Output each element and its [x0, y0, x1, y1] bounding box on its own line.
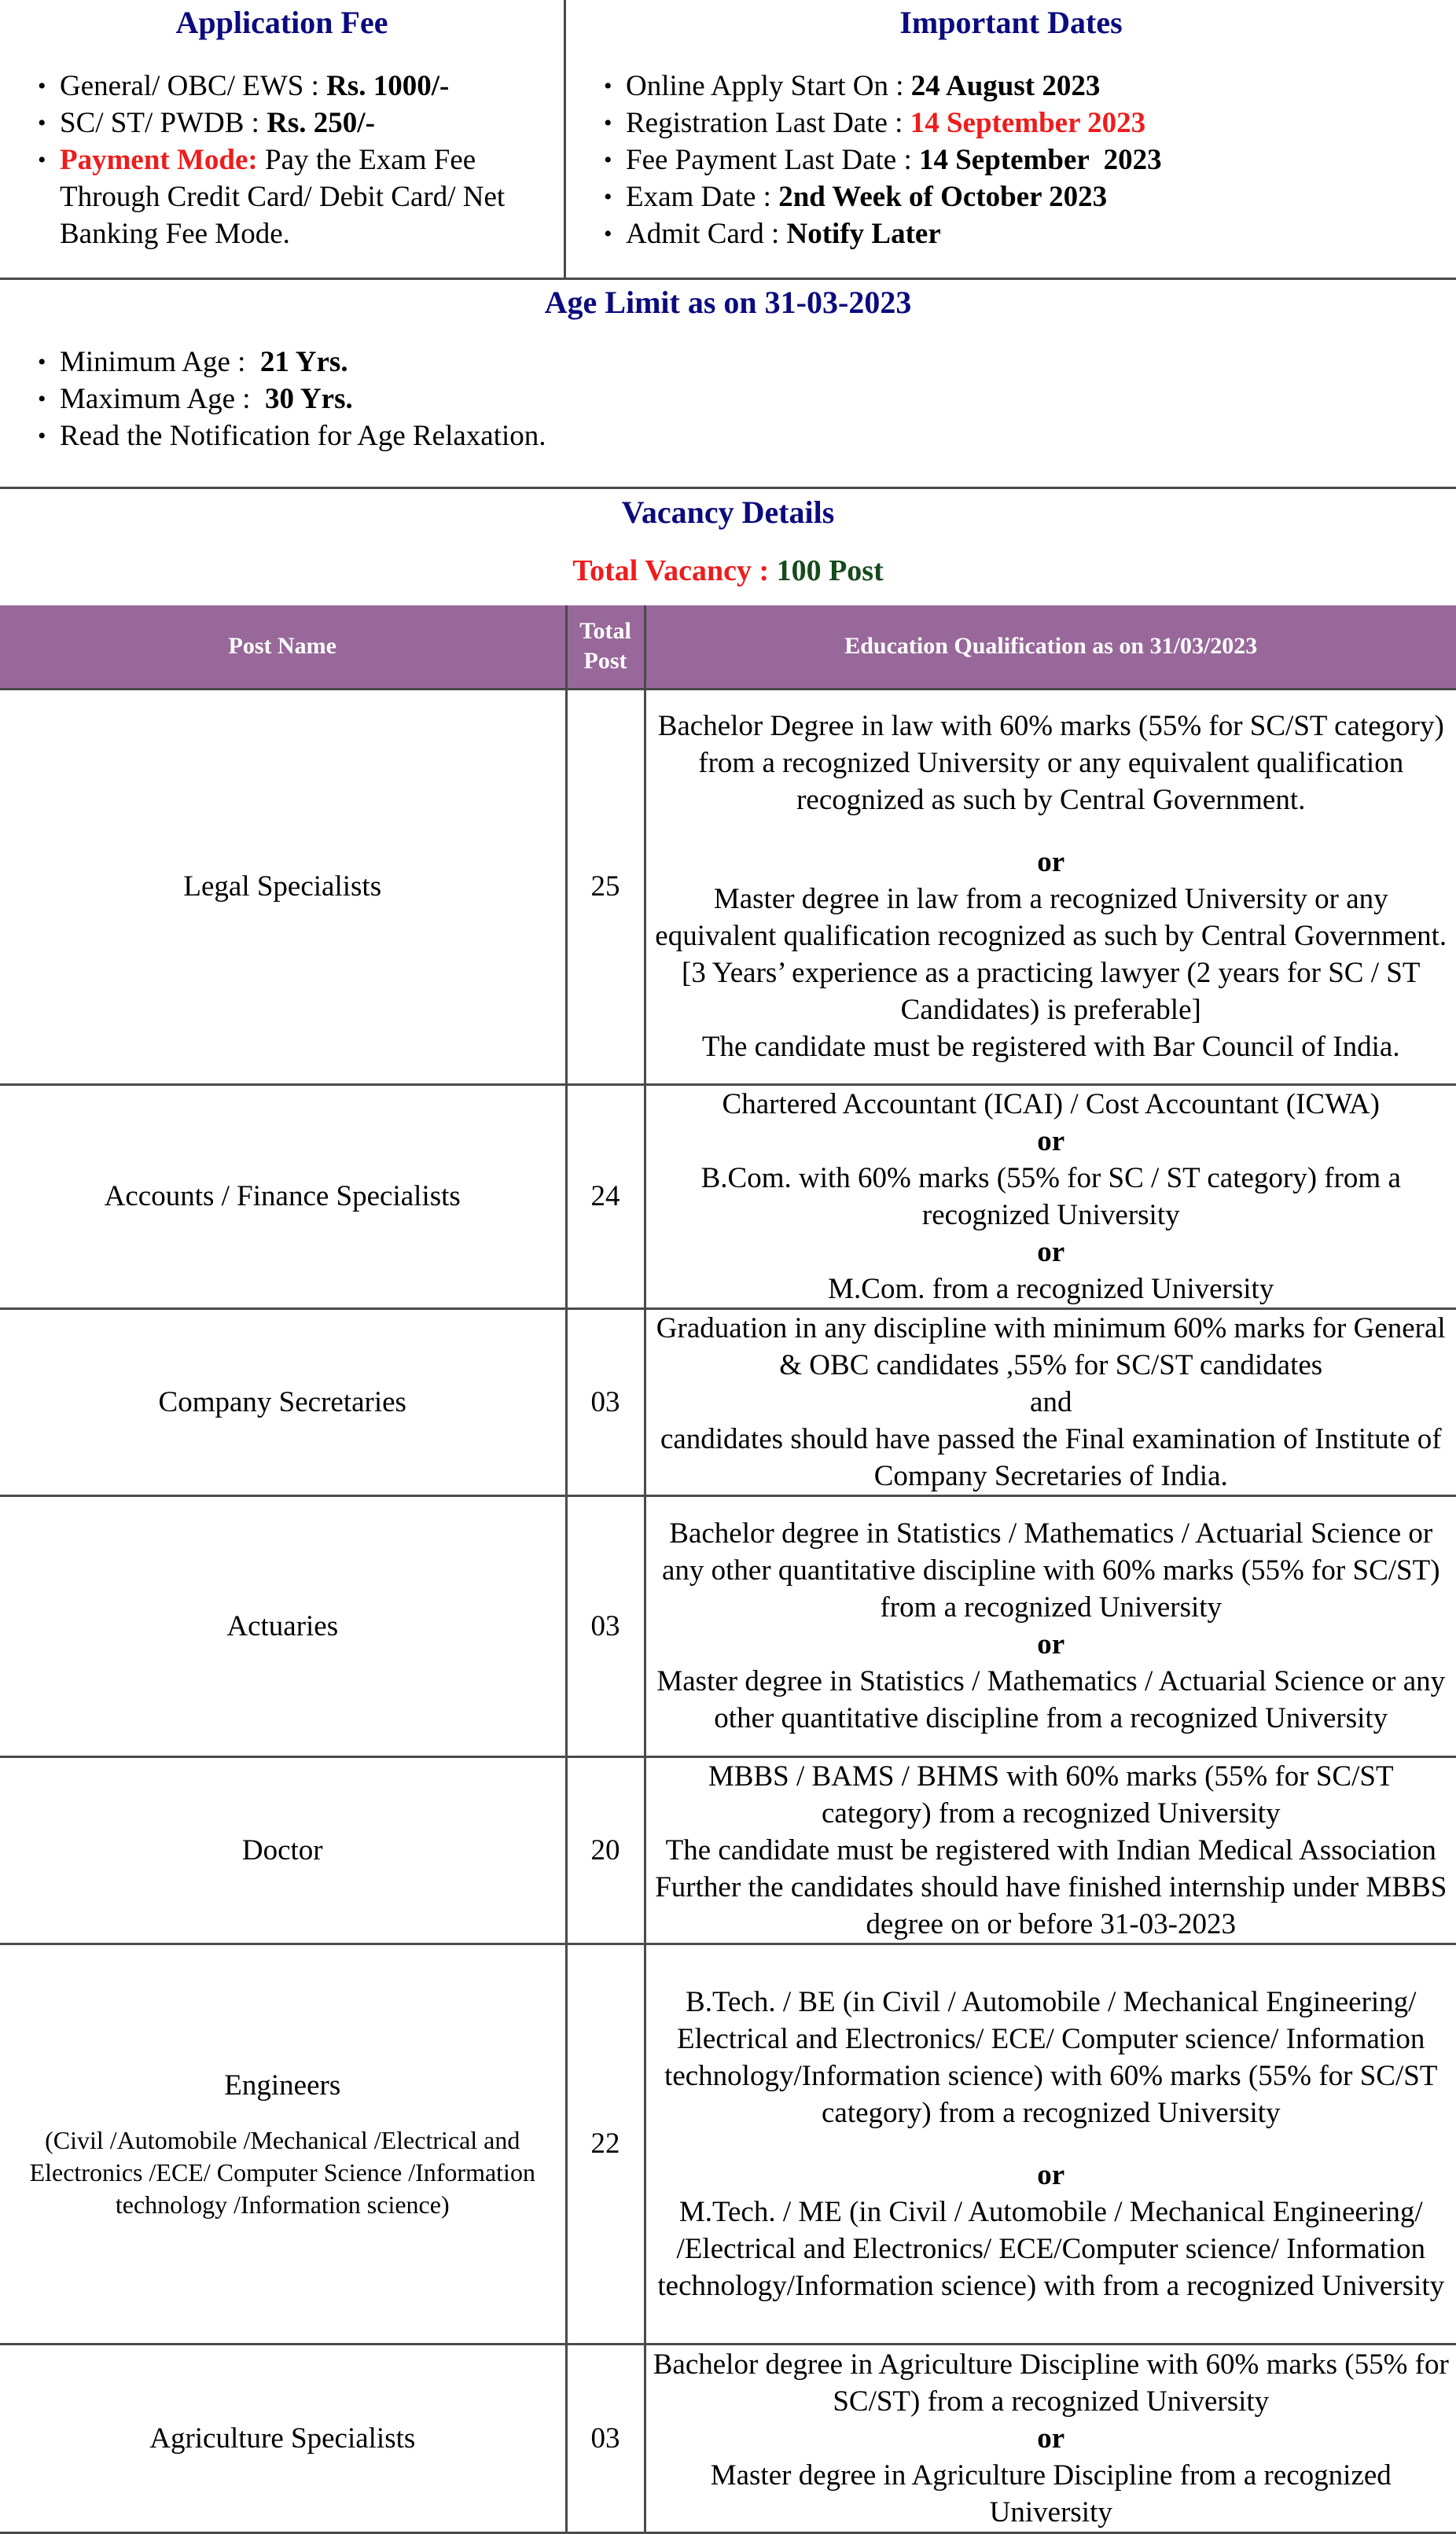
fee-item	[0, 68, 564, 105]
post-name-cell	[0, 1756, 566, 1944]
post-name: Accounts / Finance Specialists	[104, 1180, 461, 1212]
dates-list	[566, 68, 1456, 252]
total-vacancy	[0, 551, 1456, 590]
qualification-spacer	[651, 2131, 1452, 2157]
fee-item	[0, 105, 564, 142]
application-fee-section	[0, 0, 566, 278]
total-post-cell: 24	[566, 1084, 645, 1308]
qualification-spacer	[651, 818, 1452, 844]
column-header-qualification: Education Qualification as on 31/03/2023	[645, 605, 1456, 689]
post-name-cell	[0, 2344, 566, 2532]
qualification-cell	[645, 1756, 1456, 1944]
date-label: Online Apply Start On :	[626, 70, 911, 102]
payment-mode-text: Pay the Exam Fee Through Credit Card/ Debit Card/ Net Banking Fee Mode.	[60, 144, 506, 250]
qualification-text: M.Com. from a recognized University	[828, 1272, 1274, 1305]
post-name-cell	[0, 689, 566, 1084]
qualification-text: Master degree in Agriculture Discipline from a recognized University	[710, 2459, 1392, 2528]
post-name-cell	[0, 1308, 566, 1495]
date-value: 14 September 2023	[918, 144, 1162, 176]
table-row	[0, 1308, 1456, 1495]
important-dates-section	[566, 0, 1456, 278]
qualification-or: or	[1037, 1628, 1065, 1661]
age-limit-section	[0, 280, 1456, 489]
fee-list	[0, 68, 564, 252]
qualification-cell	[645, 689, 1456, 1084]
age-value: 21 Yrs.	[259, 346, 348, 378]
date-label: Admit Card :	[626, 218, 787, 250]
total-post-cell: 20	[566, 1756, 645, 1944]
qualification-or: or	[1037, 1124, 1065, 1157]
date-label: Registration Last Date :	[626, 107, 910, 139]
table-row	[0, 1944, 1456, 2344]
date-item	[566, 105, 1456, 142]
total-post-cell: 25	[566, 689, 645, 1084]
age-value: 30 Yrs.	[265, 383, 353, 415]
post-name-cell	[0, 1944, 566, 2344]
date-value: 14 September 2023	[910, 107, 1146, 139]
qualification-text: B.Com. with 60% marks (55% for SC / ST category) from a recognized University	[700, 1161, 1401, 1231]
column-header-post-name: Post Name	[0, 605, 566, 689]
vacancy-table	[0, 605, 1456, 2534]
date-value: 2nd Week of October 2023	[778, 181, 1108, 213]
fee-label: General/ OBC/ EWS :	[60, 70, 327, 102]
date-item	[566, 68, 1456, 105]
fee-value: Rs. 250/-	[267, 107, 375, 139]
vacancy-heading: Vacancy Details	[621, 495, 835, 530]
qualification-cell	[645, 1944, 1456, 2344]
total-vacancy-label: Total Vacancy :	[572, 554, 777, 587]
date-value: 24 August 2023	[910, 70, 1101, 102]
total-vacancy-value: 100 Post	[776, 554, 884, 587]
important-dates-heading: Important Dates	[899, 5, 1123, 40]
date-item	[566, 178, 1456, 215]
post-name-cell	[0, 1495, 566, 1756]
age-label: Minimum Age :	[60, 346, 260, 378]
qualification-or: or	[1037, 2422, 1065, 2455]
qualification-text: MBBS / BAMS / BHMS with 60% marks (55% for SC/ST category) from a recognized University	[708, 1760, 1394, 1830]
qualification-text: Bachelor degree in Agriculture Discipline with 60% marks (55% for SC/ST) from a recognized University	[653, 2348, 1449, 2418]
total-post-cell: 22	[566, 1944, 645, 2344]
qualification-text: The candidate must be registered with Bar Council of India.	[701, 1031, 1400, 1063]
age-item	[0, 417, 1456, 454]
age-item	[0, 344, 1456, 381]
post-name: Company Secretaries	[158, 1385, 406, 1418]
table-row	[0, 1495, 1456, 1756]
qualification-text: M.Tech. / ME (in Civil / Automobile / Mechanical Engineering/ /Electrical and Electronics/ ECE/Computer science/ Information technology/Information science) with from a recognized University	[657, 2195, 1445, 2302]
qualification-text: Master degree in law from a recognized University or any equivalent qualification recognized as such by Central Government.	[655, 883, 1447, 952]
date-value: Notify Later	[786, 218, 941, 250]
fee-dates-block	[0, 0, 1456, 280]
post-name: Agriculture Specialists	[149, 2422, 416, 2455]
total-post-cell: 03	[566, 2344, 645, 2532]
post-name-detail: (Civil /Automobile /Mechanical /Electrical and Electronics /ECE/ Computer Science /Information technology /Information science)	[29, 2125, 535, 2219]
date-label: Exam Date :	[626, 181, 779, 213]
post-name: Engineers	[224, 2069, 341, 2102]
table-header-row	[0, 605, 1456, 689]
age-limit-heading: Age Limit as on 31-03-2023	[544, 285, 912, 320]
post-name: Actuaries	[226, 1609, 339, 1642]
table-row	[0, 689, 1456, 1084]
qualification-cell	[645, 1308, 1456, 1495]
date-item	[566, 215, 1456, 252]
qualification-text: B.Tech. / BE (in Civil / Automobile / Mechanical Engineering/ Electrical and Electronics/ ECE/ Computer science/ Information technology/Information science) with 60% marks (55% for SC/ST category) from a recognized University	[664, 1985, 1438, 2129]
column-header-total-post: Total Post	[566, 605, 645, 689]
qualification-cell	[645, 1084, 1456, 1308]
post-name-cell	[0, 1084, 566, 1308]
payment-mode-item	[0, 142, 564, 252]
qualification-cell	[645, 2344, 1456, 2532]
qualification-or: or	[1037, 846, 1065, 878]
qualification-text: Chartered Accountant (ICAI) / Cost Accountant (ICWA)	[722, 1087, 1380, 1120]
age-list	[0, 344, 1456, 454]
fee-value: Rs. 1000/-	[326, 70, 450, 102]
payment-mode-label: Payment Mode:	[60, 144, 258, 176]
fee-label: SC/ ST/ PWDB :	[60, 107, 267, 139]
table-row	[0, 1084, 1456, 1308]
qualification-text: Master degree in Statistics / Mathematics / Actuarial Science or any other quantitative discipline from a recognized University	[656, 1665, 1446, 1734]
total-post-cell: 03	[566, 1495, 645, 1756]
post-name: Legal Specialists	[183, 870, 382, 903]
qualification-or: or	[1037, 2158, 1065, 2191]
table-row	[0, 1756, 1456, 1944]
age-label: Read the Notification for Age Relaxation.	[60, 420, 546, 452]
qualification-text: candidates should have passed the Final examination of Institute of Company Secretaries of India.	[660, 1422, 1442, 1492]
vacancy-header	[0, 489, 1456, 605]
post-name: Doctor	[241, 1833, 323, 1866]
qualification-text: [3 Years’ experience as a practicing lawyer (2 years for SC / ST Candidates) is preferable]	[682, 957, 1421, 1026]
qualification-text: and	[1030, 1385, 1072, 1418]
qualification-text: The candidate must be registered with Indian Medical Association Further the candidates should have finished internship under MBBS degree on or before 31-03-2023	[655, 1833, 1447, 1940]
total-post-cell: 03	[566, 1308, 645, 1495]
qualification-text: Bachelor degree in Statistics / Mathematics / Actuarial Science or any other quantitative discipline with 60% marks (55% for SC/ST) from a recognized University	[661, 1517, 1440, 1624]
age-item	[0, 381, 1456, 417]
qualification-or: or	[1037, 1235, 1065, 1268]
qualification-cell	[645, 1495, 1456, 1756]
application-fee-heading: Application Fee	[175, 5, 388, 40]
table-row	[0, 2344, 1456, 2532]
age-label: Maximum Age :	[60, 383, 266, 415]
date-item	[566, 142, 1456, 178]
qualification-text: Graduation in any discipline with minimum 60% marks for General & OBC candidates ,55% for SC/ST candidates	[656, 1311, 1446, 1381]
qualification-text: Bachelor Degree in law with 60% marks (55% for SC/ST category) from a recognized University or any equivalent qualification recognized as such by Central Government.	[657, 710, 1444, 816]
date-label: Fee Payment Last Date :	[626, 144, 919, 176]
